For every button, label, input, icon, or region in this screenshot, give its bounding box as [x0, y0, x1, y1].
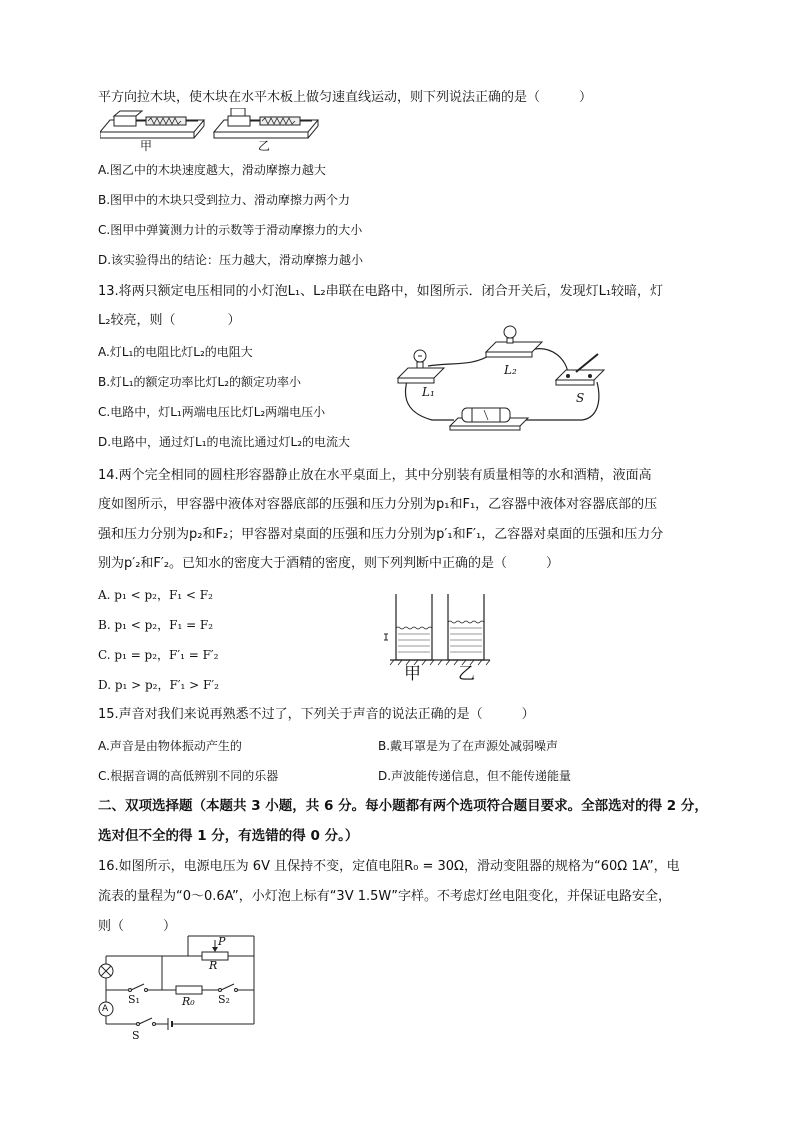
q13-option-b: B.灯L₁的额定功率比灯L₂的额定功率小	[98, 375, 302, 389]
q14-stem-line2: 度如图所示，甲容器中液体对容器底部的压强和压力分别为p₁和F₁，乙容器中液体对容器底部的压	[98, 497, 658, 512]
q16-figure-label-p: P	[218, 935, 226, 948]
q15-option-a: A.声音是由物体振动产生的	[98, 739, 242, 753]
q14-figure-label-jia: 甲	[404, 664, 421, 684]
q12-option-d: D.该实验得出的结论：压力越大，滑动摩擦力越小	[98, 253, 364, 267]
q12-option-b: B.图甲中的木块只受到拉力、滑动摩擦力两个力	[98, 193, 351, 207]
q14-option-b: B. p₁ < p₂，F₁ = F₂	[98, 618, 214, 632]
q13-figure-label-l2: L₂	[504, 363, 517, 377]
q15-stem: 15.声音对我们来说再熟悉不过了，下列关于声音的说法正确的是（ ）	[98, 707, 535, 722]
q12-friction-figure	[100, 108, 330, 154]
q15-option-d: D.声波能传递信息，但不能传递能量	[378, 769, 572, 783]
q16-figure-label-s1: S₁	[128, 993, 140, 1006]
q14-figure-label-yi: 乙	[458, 664, 475, 684]
section2-heading-line2: 选对但不全的得 1 分，有选错的得 0 分。）	[98, 828, 359, 844]
section2-heading-line1: 二、双项选择题（本题共 3 小题，共 6 分。每小题都有两个选项符合题目要求。全部选对的得 2 分，	[98, 798, 708, 814]
q16-stem-line2: 流表的量程为“0～0.6A”，小灯泡上标有“3V 1.5W”字样。不考虑灯丝电阻变化，并保证电路安全，	[98, 889, 671, 904]
q14-stem-line1: 14.两个完全相同的圆柱形容器静止放在水平桌面上，其中分别装有质量相等的水和酒精，液面高	[98, 468, 652, 483]
q13-option-c: C.电路中，灯L₁两端电压比灯L₂两端电压小	[98, 405, 326, 419]
q16-figure-label-a: A	[102, 1004, 109, 1014]
q13-stem-line1: 13.将两只额定电压相同的小灯泡L₁、L₂串联在电路中，如图所示．闭合开关后，发现灯L₁较暗，灯	[98, 284, 664, 299]
q12-option-a: A.图乙中的木块速度越大，滑动摩擦力越大	[98, 163, 326, 177]
q13-figure-label-l1: L₁	[422, 385, 435, 399]
q15-option-c: C.根据音调的高低辨别不同的乐器	[98, 769, 279, 783]
q15-option-b: B.戴耳罩是为了在声源处减弱噪声	[378, 739, 559, 753]
q16-circuit-figure	[92, 934, 264, 1046]
q16-figure-label-s: S	[132, 1029, 140, 1042]
q16-figure-label-s2: S₂	[218, 993, 230, 1006]
q13-figure-label-s: S	[576, 391, 585, 405]
q16-stem-line1: 16.如图所示，电源电压为 6V 且保持不变，定值电阻R₀ = 30Ω，滑动变阻器的规格为“60Ω 1A”，电	[98, 859, 680, 874]
q13-option-d: D.电路中，通过灯L₁的电流比通过灯L₂的电流大	[98, 435, 351, 449]
q16-figure-label-r0: R₀	[182, 995, 195, 1008]
q14-stem-line4: 别为p′₂和F′₂。已知水的密度大于酒精的密度，则下列判断中正确的是（ ）	[98, 556, 560, 571]
q12-figure-label-jia: 甲	[140, 139, 153, 153]
q16-stem-line3: 则（ ）	[98, 919, 177, 934]
q14-stem-line3: 强和压力分别为p₂和F₂；甲容器对桌面的压强和压力分别为p′₁和F′₁，乙容器对桌面的压强和压力分	[98, 527, 664, 542]
q13-option-a: A.灯L₁的电阻比灯L₂的电阻大	[98, 345, 253, 359]
q13-circuit-figure	[392, 322, 618, 434]
q12-option-c: C.图甲中弹簧测力计的示数等于滑动摩擦力的大小	[98, 223, 363, 237]
q12-figure-label-yi: 乙	[258, 139, 271, 153]
q14-option-a: A. p₁ < p₂，F₁ < F₂	[98, 588, 213, 602]
q14-option-d: D. p₁ > p₂，F′₁ > F′₂	[98, 678, 219, 692]
q13-stem-line2: L₂较亮，则（ ）	[98, 313, 241, 328]
q14-containers-figure	[376, 590, 506, 686]
q16-figure-label-r: R	[209, 959, 218, 972]
q12-stem: 平方向拉木块，使木块在水平木板上做匀速直线运动，则下列说法正确的是（ ）	[98, 90, 593, 105]
q14-option-c: C. p₁ = p₂，F′₁ = F′₂	[98, 648, 219, 662]
